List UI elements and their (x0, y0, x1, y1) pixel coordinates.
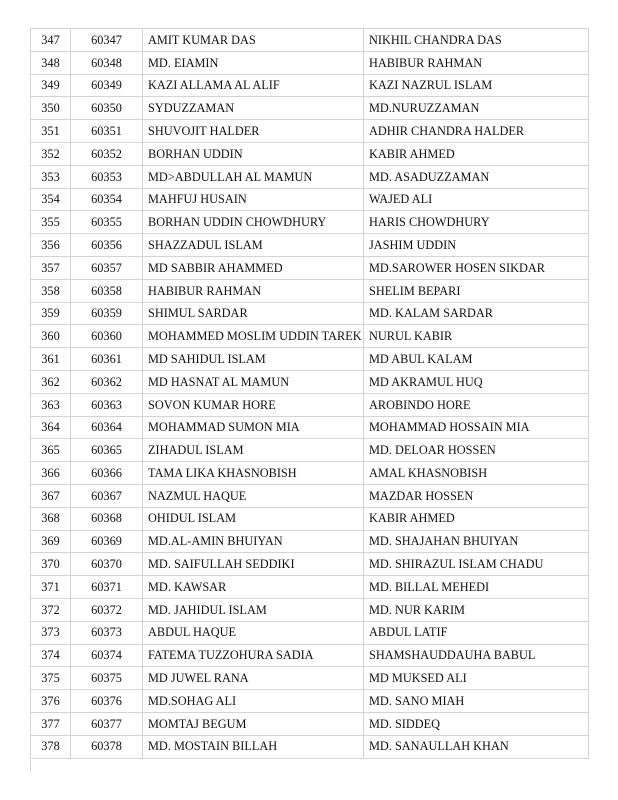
table-row (31, 256, 589, 279)
roll-number-cell: 60365 (71, 439, 143, 462)
table-row (31, 348, 589, 371)
roll-number-cell: 60369 (71, 530, 143, 553)
candidate-name-cell: TAMA LIKA KHASNOBISH (143, 462, 364, 485)
roll-number-cell: 60366 (71, 462, 143, 485)
table-row (31, 97, 589, 120)
candidate-name-cell: MD HASNAT AL MAMUN (143, 370, 364, 393)
roll-number-cell: 60362 (71, 370, 143, 393)
father-name-cell: SHELIM BEPARI (364, 279, 589, 302)
candidate-name-cell: MD. EIAMIN (143, 51, 364, 74)
candidate-name-cell: SHIMUL SARDAR (143, 302, 364, 325)
table-row (31, 598, 589, 621)
father-name-cell: MD MUKSED ALI (364, 667, 589, 690)
candidate-name-cell: SYDUZZAMAN (143, 97, 364, 120)
candidate-name-cell: ABDUL HAQUE (143, 621, 364, 644)
roll-number-cell: 60360 (71, 325, 143, 348)
serial-cell: 374 (31, 644, 71, 667)
serial-cell: 355 (31, 211, 71, 234)
father-name-cell: MD. DELOAR HOSSEN (364, 439, 589, 462)
serial-cell: 366 (31, 462, 71, 485)
table-row (31, 690, 589, 713)
father-name-cell: MD. SANAULLAH KHAN (364, 735, 589, 758)
candidate-name-cell: SOVON KUMAR HORE (143, 393, 364, 416)
father-name-cell: MD. ASADUZZAMAN (364, 165, 589, 188)
father-name-cell: MAZDAR HOSSEN (364, 484, 589, 507)
serial-cell: 357 (31, 256, 71, 279)
candidate-name-cell: SHAZZADUL ISLAM (143, 234, 364, 257)
candidate-name-cell: BORHAN UDDIN CHOWDHURY (143, 211, 364, 234)
candidate-name-cell: MD.SOHAG ALI (143, 690, 364, 713)
candidate-name-cell: KAZI ALLAMA AL ALIF (143, 74, 364, 97)
roll-number-cell: 60356 (71, 234, 143, 257)
father-name-cell: MD ABUL KALAM (364, 348, 589, 371)
serial-cell: 354 (31, 188, 71, 211)
table-row (31, 120, 589, 143)
table-continuation-line (30, 760, 31, 772)
table-row (31, 712, 589, 735)
serial-cell: 364 (31, 416, 71, 439)
table-row (31, 188, 589, 211)
serial-cell: 351 (31, 120, 71, 143)
father-name-cell: HABIBUR RAHMAN (364, 51, 589, 74)
serial-cell: 369 (31, 530, 71, 553)
table-row (31, 234, 589, 257)
table-row (31, 29, 589, 52)
roll-number-cell: 60376 (71, 690, 143, 713)
candidate-name-cell: MD. JAHIDUL ISLAM (143, 598, 364, 621)
roll-number-cell: 60347 (71, 29, 143, 52)
table-row (31, 279, 589, 302)
father-name-cell: MD.SAROWER HOSEN SIKDAR (364, 256, 589, 279)
father-name-cell: WAJED ALI (364, 188, 589, 211)
roll-number-cell: 60371 (71, 576, 143, 599)
candidate-name-cell: MD SABBIR AHAMMED (143, 256, 364, 279)
serial-cell: 363 (31, 393, 71, 416)
candidate-name-cell: AMIT KUMAR DAS (143, 29, 364, 52)
candidate-name-cell: MD>ABDULLAH AL MAMUN (143, 165, 364, 188)
table-row (31, 370, 589, 393)
roll-number-cell: 60358 (71, 279, 143, 302)
serial-cell: 347 (31, 29, 71, 52)
candidate-name-cell: OHIDUL ISLAM (143, 507, 364, 530)
roll-number-cell: 60352 (71, 142, 143, 165)
table-row (31, 530, 589, 553)
roll-number-cell: 60378 (71, 735, 143, 758)
table-row (31, 211, 589, 234)
serial-cell: 349 (31, 74, 71, 97)
candidate-name-cell: NAZMUL HAQUE (143, 484, 364, 507)
candidate-name-cell: MD. MOSTAIN BILLAH (143, 735, 364, 758)
father-name-cell: MD. KALAM SARDAR (364, 302, 589, 325)
roll-number-cell: 60361 (71, 348, 143, 371)
roll-number-cell: 60357 (71, 256, 143, 279)
father-name-cell: MD AKRAMUL HUQ (364, 370, 589, 393)
table-row (31, 74, 589, 97)
serial-cell: 377 (31, 712, 71, 735)
roll-number-cell: 60351 (71, 120, 143, 143)
serial-cell: 367 (31, 484, 71, 507)
father-name-cell: KABIR AHMED (364, 507, 589, 530)
father-name-cell: MD. SHAJAHAN BHUIYAN (364, 530, 589, 553)
father-name-cell: JASHIM UDDIN (364, 234, 589, 257)
candidate-name-cell: MD.AL-AMIN BHUIYAN (143, 530, 364, 553)
serial-cell: 370 (31, 553, 71, 576)
father-name-cell: MD. SIDDEQ (364, 712, 589, 735)
serial-cell: 361 (31, 348, 71, 371)
serial-cell: 359 (31, 302, 71, 325)
table-row (31, 576, 589, 599)
roll-number-cell: 60355 (71, 211, 143, 234)
father-name-cell: MD. BILLAL MEHEDI (364, 576, 589, 599)
father-name-cell: NURUL KABIR (364, 325, 589, 348)
serial-cell: 348 (31, 51, 71, 74)
roll-number-cell: 60370 (71, 553, 143, 576)
father-name-cell: ABDUL LATIF (364, 621, 589, 644)
father-name-cell: NIKHIL CHANDRA DAS (364, 29, 589, 52)
father-name-cell: MD. SANO MIAH (364, 690, 589, 713)
father-name-cell: ADHIR CHANDRA HALDER (364, 120, 589, 143)
roll-number-cell: 60367 (71, 484, 143, 507)
roll-number-cell: 60374 (71, 644, 143, 667)
table-row (31, 439, 589, 462)
roll-number-cell: 60373 (71, 621, 143, 644)
candidate-name-cell: MD SAHIDUL ISLAM (143, 348, 364, 371)
roll-number-cell: 60349 (71, 74, 143, 97)
father-name-cell: KAZI NAZRUL ISLAM (364, 74, 589, 97)
table-row (31, 507, 589, 530)
serial-cell: 372 (31, 598, 71, 621)
father-name-cell: MOHAMMAD HOSSAIN MIA (364, 416, 589, 439)
roll-number-cell: 60375 (71, 667, 143, 690)
roll-number-cell: 60353 (71, 165, 143, 188)
table-row (31, 462, 589, 485)
table-row (31, 325, 589, 348)
serial-cell: 365 (31, 439, 71, 462)
candidate-name-cell: SHUVOJIT HALDER (143, 120, 364, 143)
candidate-name-cell: MD JUWEL RANA (143, 667, 364, 690)
serial-cell: 352 (31, 142, 71, 165)
candidate-table (30, 28, 589, 759)
serial-cell: 356 (31, 234, 71, 257)
candidate-name-cell: MAHFUJ HUSAIN (143, 188, 364, 211)
table-row (31, 667, 589, 690)
candidate-name-cell: ZIHADUL ISLAM (143, 439, 364, 462)
roll-number-cell: 60368 (71, 507, 143, 530)
roll-number-cell: 60364 (71, 416, 143, 439)
table-row (31, 416, 589, 439)
roll-number-cell: 60348 (71, 51, 143, 74)
candidate-name-cell: MD. KAWSAR (143, 576, 364, 599)
father-name-cell: AROBINDO HORE (364, 393, 589, 416)
candidate-table-body (31, 29, 589, 759)
roll-number-cell: 60363 (71, 393, 143, 416)
candidate-name-cell: MOHAMMED MOSLIM UDDIN TAREK (143, 325, 364, 348)
father-name-cell: AMAL KHASNOBISH (364, 462, 589, 485)
roll-number-cell: 60372 (71, 598, 143, 621)
table-row (31, 51, 589, 74)
table-row (31, 644, 589, 667)
serial-cell: 373 (31, 621, 71, 644)
roll-number-cell: 60377 (71, 712, 143, 735)
table-row (31, 165, 589, 188)
serial-cell: 376 (31, 690, 71, 713)
table-row (31, 484, 589, 507)
serial-cell: 375 (31, 667, 71, 690)
serial-cell: 362 (31, 370, 71, 393)
candidate-name-cell: MOMTAJ BEGUM (143, 712, 364, 735)
serial-cell: 368 (31, 507, 71, 530)
serial-cell: 378 (31, 735, 71, 758)
father-name-cell: MD. NUR KARIM (364, 598, 589, 621)
serial-cell: 371 (31, 576, 71, 599)
serial-cell: 353 (31, 165, 71, 188)
serial-cell: 360 (31, 325, 71, 348)
roll-number-cell: 60354 (71, 188, 143, 211)
father-name-cell: MD.NURUZZAMAN (364, 97, 589, 120)
candidate-name-cell: MD. SAIFULLAH SEDDIKI (143, 553, 364, 576)
father-name-cell: MD. SHIRAZUL ISLAM CHADU (364, 553, 589, 576)
table-row (31, 142, 589, 165)
candidate-name-cell: BORHAN UDDIN (143, 142, 364, 165)
table-row (31, 302, 589, 325)
father-name-cell: KABIR AHMED (364, 142, 589, 165)
table-row (31, 553, 589, 576)
father-name-cell: HARIS CHOWDHURY (364, 211, 589, 234)
roll-number-cell: 60350 (71, 97, 143, 120)
roll-number-cell: 60359 (71, 302, 143, 325)
serial-cell: 350 (31, 97, 71, 120)
father-name-cell: SHAMSHAUDDAUHA BABUL (364, 644, 589, 667)
candidate-name-cell: MOHAMMAD SUMON MIA (143, 416, 364, 439)
serial-cell: 358 (31, 279, 71, 302)
candidate-name-cell: HABIBUR RAHMAN (143, 279, 364, 302)
candidate-name-cell: FATEMA TUZZOHURA SADIA (143, 644, 364, 667)
table-row (31, 393, 589, 416)
table-row (31, 621, 589, 644)
table-row (31, 735, 589, 758)
